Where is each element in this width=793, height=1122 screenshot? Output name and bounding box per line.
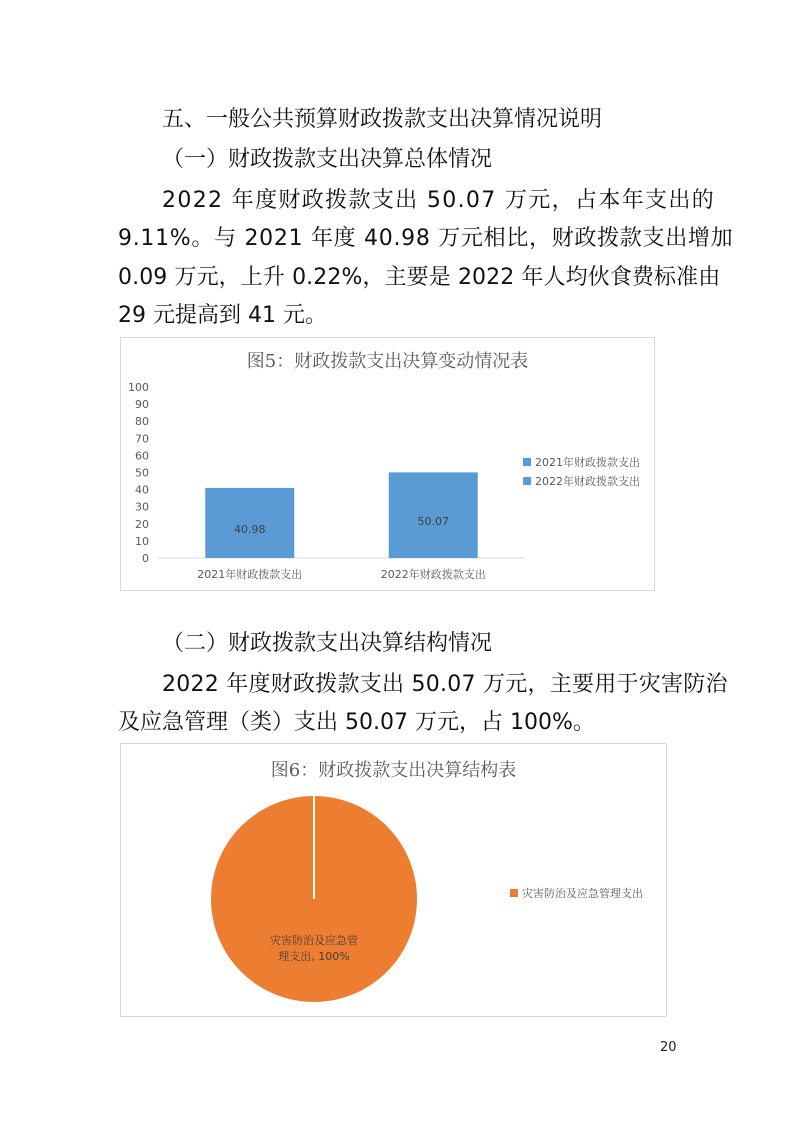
x-tick-label: 2021年财政拨款支出 bbox=[197, 568, 303, 581]
page-number: 20 bbox=[660, 1040, 677, 1055]
pie-data-label: 灾害防治及应急管 bbox=[270, 934, 358, 947]
y-tick-label: 80 bbox=[135, 415, 149, 429]
subsection-heading-2: （二）财政拨款支出决算结构情况 bbox=[162, 631, 493, 656]
y-tick-label: 20 bbox=[135, 517, 149, 531]
paragraph-2-line-2: 及应急管理（类）支出 50.07 万元，占 100%。 bbox=[118, 710, 595, 735]
section-heading: 五、一般公共预算财政拨款支出决算情况说明 bbox=[162, 107, 603, 132]
bar-value-label: 40.98 bbox=[234, 522, 266, 536]
bar-chart-title: 图5：财政拨款支出决算变动情况表 bbox=[246, 351, 529, 372]
pie-chart-title: 图6：财政拨款支出决算结构表 bbox=[270, 760, 517, 781]
pie-chart-svg bbox=[121, 744, 666, 1016]
legend-swatch bbox=[523, 458, 531, 466]
subsection-heading-1: （一）财政拨款支出决算总体情况 bbox=[162, 147, 493, 172]
y-tick-label: 90 bbox=[135, 398, 149, 412]
bar-chart-svg bbox=[121, 338, 654, 590]
legend-label: 2022年财政拨款支出 bbox=[535, 475, 640, 488]
y-tick-label: 70 bbox=[135, 432, 149, 446]
bar-chart-container bbox=[120, 337, 655, 591]
legend-label: 2021年财政拨款支出 bbox=[535, 456, 640, 469]
y-tick-label: 60 bbox=[135, 449, 149, 463]
legend-swatch bbox=[523, 477, 531, 485]
y-tick-label: 0 bbox=[142, 552, 149, 565]
bar-value-label: 50.07 bbox=[417, 515, 449, 529]
paragraph-2-line-1: 2022 年度财政拨款支出 50.07 万元，主要用于灾害防治 bbox=[162, 672, 728, 697]
x-tick-label: 2022年财政拨款支出 bbox=[380, 568, 486, 581]
legend-label: 灾害防治及应急管理支出 bbox=[522, 887, 643, 900]
paragraph-1-line-3: 0.09 万元，上升 0.22%，主要是 2022 年人均伙食费标准由 bbox=[118, 265, 721, 290]
paragraph-1-line-4: 29 元提高到 41 元。 bbox=[118, 303, 327, 328]
paragraph-1-line-1: 2022 年度财政拨款支出 50.07 万元，占本年支出的 bbox=[162, 188, 716, 213]
y-tick-label: 100 bbox=[128, 381, 149, 394]
paragraph-1-line-2: 9.11%。与 2021 年度 40.98 万元相比，财政拨款支出增加 bbox=[118, 226, 734, 251]
legend-swatch bbox=[510, 889, 518, 897]
y-tick-label: 50 bbox=[135, 466, 149, 480]
y-tick-label: 10 bbox=[135, 534, 149, 548]
y-tick-label: 30 bbox=[135, 500, 149, 514]
y-tick-label: 40 bbox=[135, 483, 149, 497]
pie-chart-container bbox=[120, 743, 667, 1017]
pie-data-label: 理支出, 100% bbox=[278, 950, 350, 963]
